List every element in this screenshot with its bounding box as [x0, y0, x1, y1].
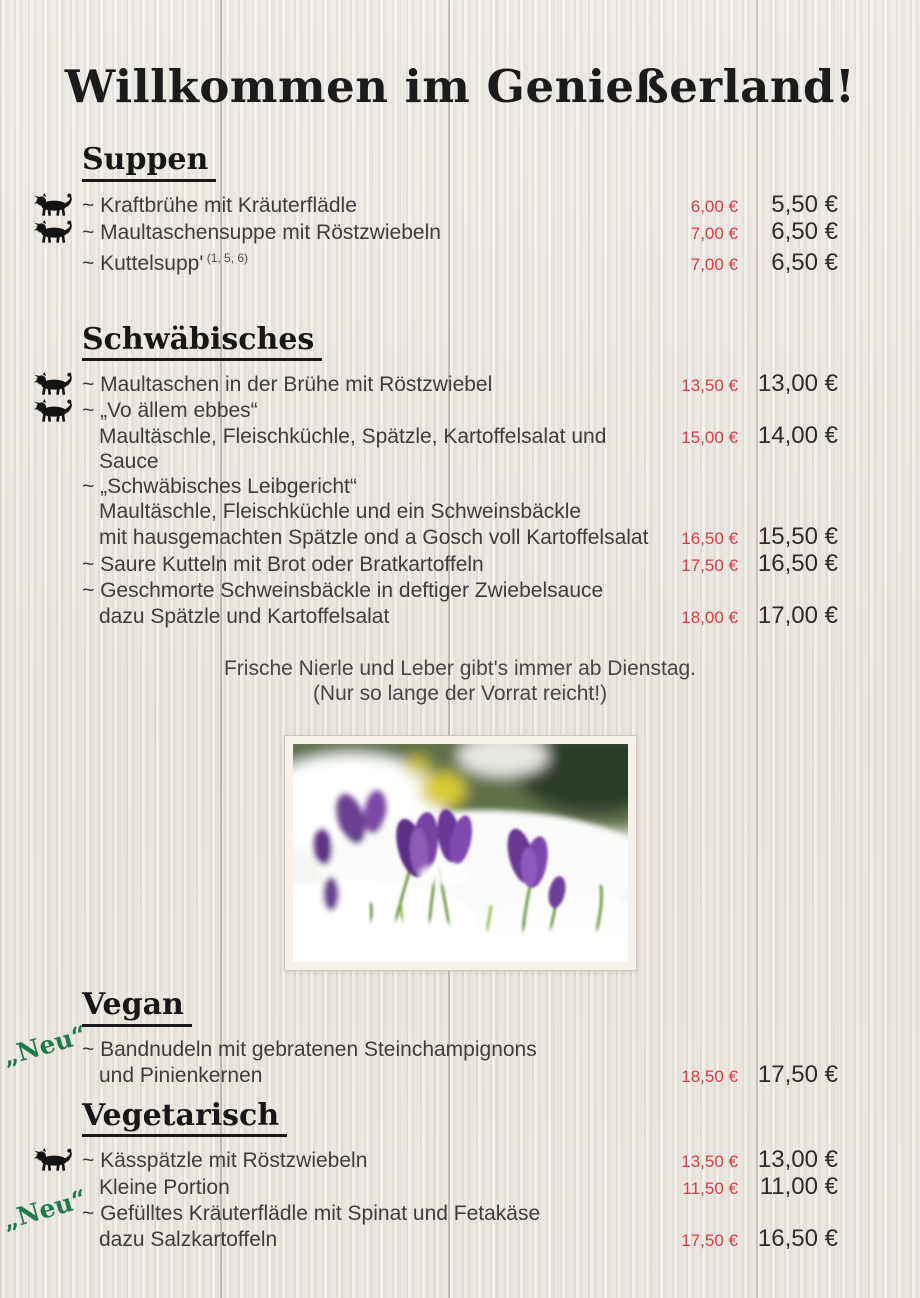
new-price: 6,50 € — [771, 217, 838, 245]
menu-item — [82, 1147, 838, 1201]
item-name: ~ Kraftbrühe mit Kräuterflädle — [82, 193, 357, 217]
photo-frame — [285, 736, 636, 970]
section-vegetarisch — [0, 1097, 838, 1254]
note-line-1: Frische Nierle und Leber gibt's immer ab Dienstag. — [223, 657, 697, 680]
item-name: ~ Geschmorte Schweinsbäckle in deftiger Zwiebelsauce — [82, 579, 604, 602]
new-price: 11,00 € — [759, 1173, 838, 1200]
item-name: dazu Spätzle und Kartoffelsalat — [99, 605, 390, 628]
new-price: 13,00 € — [757, 1146, 838, 1173]
menu-item — [82, 192, 838, 219]
section-suppen — [82, 143, 838, 277]
menu-row — [82, 1226, 838, 1253]
item-name: ~ „Vo ällem ebbes“ — [82, 399, 258, 422]
crocus-photo — [293, 744, 628, 962]
menu-row — [82, 603, 838, 630]
new-price: 16,50 € — [757, 1225, 838, 1252]
new-badge: „Neu“ — [0, 1183, 91, 1236]
menu-row — [0, 1019, 838, 1071]
old-price: 17,50 € — [681, 1231, 738, 1250]
menu-row — [82, 474, 838, 499]
menu-item — [82, 398, 838, 474]
menu-row — [82, 246, 838, 277]
menu-row — [82, 219, 838, 246]
item-name: Maultäschle, Fleischküchle und ein Schweinsbäckle — [99, 500, 582, 523]
menu-row — [82, 192, 838, 219]
item-name: ~ Kässpätzle mit Röstzwiebeln — [82, 1149, 368, 1172]
new-price: 15,50 € — [757, 523, 838, 550]
sections-top — [82, 143, 838, 630]
availability-note — [82, 656, 838, 706]
menu-row — [82, 524, 838, 551]
menu-row — [82, 499, 838, 524]
page-title: Willkommen im Genießerland! — [64, 60, 856, 113]
footnote-refs: (1, 5, 6) — [203, 250, 249, 265]
old-price: 17,50 € — [681, 556, 738, 575]
new-price: 14,00 € — [757, 422, 838, 449]
section-schwaebisches — [82, 323, 838, 631]
wuerttemberg-lion-icon — [34, 1148, 74, 1172]
section-vegan — [0, 987, 838, 1089]
item-name: ~ Gefülltes Kräuterflädle mit Spinat und Fetakäse — [82, 1202, 541, 1225]
new-price: 17,00 € — [757, 602, 838, 629]
item-name: Kleine Portion — [99, 1176, 230, 1199]
item-name: ~ Saure Kutteln mit Brot oder Bratkartoffeln — [82, 553, 484, 576]
item-name: ~ „Schwäbisches Leibgericht“ — [82, 475, 357, 498]
item-name: ~ Kuttelsupp' $^{(1, 5, 6)}$ — [82, 250, 249, 275]
new-price: 13,00 € — [757, 370, 838, 397]
new-price: 16,50 € — [757, 550, 838, 577]
old-price: 16,50 € — [681, 529, 738, 548]
section-header-suppen: Suppen — [82, 143, 216, 182]
old-price: 7,00 € — [690, 223, 738, 243]
menu-row — [82, 423, 838, 474]
item-name: dazu Salzkartoffeln — [99, 1228, 278, 1251]
item-name: ~ Maultaschen in der Brühe mit Röstzwiebel — [82, 373, 493, 396]
new-price: 6,50 € — [771, 248, 838, 276]
menu-row — [82, 578, 838, 603]
old-price: 6,00 € — [690, 196, 738, 216]
new-price: 17,50 € — [757, 1060, 838, 1088]
menu-item — [82, 371, 838, 398]
menu-row — [82, 1174, 838, 1201]
new-price: 5,50 € — [771, 190, 838, 218]
menu-row — [82, 1147, 838, 1174]
photo-wrap — [82, 736, 838, 970]
note-line-2: (Nur so lange der Vorrat reicht!) — [312, 682, 608, 705]
old-price: 7,00 € — [690, 254, 738, 274]
menu-item — [82, 578, 838, 630]
old-price: 13,50 € — [681, 1152, 738, 1171]
wuerttemberg-lion-icon — [34, 399, 74, 423]
item-name: mit hausgemachten Spätzle ond a Gosch voll Kartoffelsalat — [99, 526, 649, 549]
menu-item — [82, 219, 838, 246]
item-name: ~ Bandnudeln mit gebratenen Steinchampignons — [82, 1037, 537, 1061]
menu-area — [0, 143, 920, 1253]
menu-row — [82, 371, 838, 398]
old-price: 18,00 € — [681, 608, 738, 627]
item-name: Maultäschle, Fleischküchle, Spätzle, Kartoffelsalat und Sauce — [99, 425, 607, 473]
item-name: ~ Maultaschensuppe mit Röstzwiebeln — [82, 220, 441, 244]
wuerttemberg-lion-icon — [34, 372, 74, 396]
section-header-schwaebisches: Schwäbisches — [82, 323, 322, 362]
old-price: 11,50 € — [682, 1179, 738, 1198]
menu-row — [82, 551, 838, 578]
menu-row — [82, 398, 838, 423]
old-price: 15,00 € — [681, 428, 738, 447]
section-header-vegetarisch: Vegetarisch — [82, 1099, 287, 1138]
menu-item — [82, 246, 838, 277]
item-name: und Pinienkernen — [99, 1063, 263, 1087]
old-price: 18,50 € — [681, 1066, 738, 1086]
wuerttemberg-lion-icon — [34, 220, 74, 244]
wuerttemberg-lion-icon — [34, 193, 74, 217]
old-price: 13,50 € — [681, 376, 738, 395]
menu-item — [82, 474, 838, 551]
section-header-vegan: Vegan — [82, 988, 192, 1027]
menu-item — [82, 551, 838, 578]
menu-row — [82, 1062, 838, 1089]
sections-bottom — [0, 987, 838, 1253]
new-badge: „Neu“ — [0, 1019, 91, 1071]
menu-item — [0, 1019, 838, 1089]
